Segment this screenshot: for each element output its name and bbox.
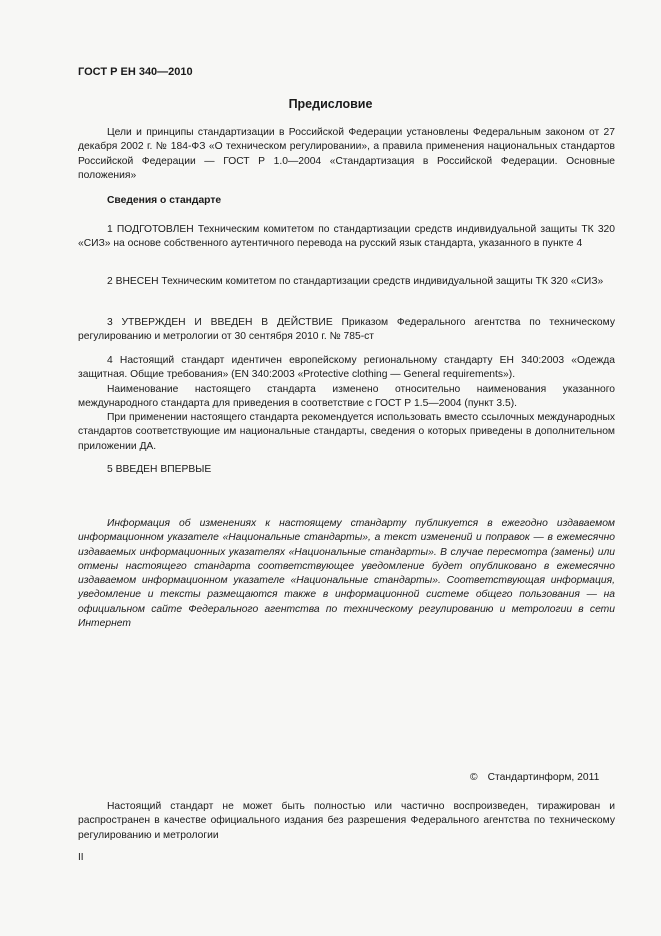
copyright-text: Стандартинформ, 2011 [487, 772, 600, 783]
section-subheading: Сведения о стандарте [107, 195, 222, 206]
copyright-icon: © [470, 772, 478, 783]
item-4 [78, 354, 615, 454]
page-number: II [78, 852, 84, 863]
item-1-text: 1 ПОДГОТОВЛЕН Техническим комитетом по стандартизации средств индивидуальной защиты ТК 320 «СИЗ» на основе собственного аутентичного перевода на русский язык стандарта, указанного в пункте 4 [78, 224, 615, 250]
document-code: ГОСТ Р ЕН 340—2010 [78, 66, 193, 78]
copyright-line [470, 772, 599, 783]
item-2-text: 2 ВНЕСЕН Техническим комитетом по стандартизации средств индивидуальной защиты ТК 320 «СИЗ» [107, 276, 604, 287]
changes-notice [78, 517, 615, 631]
item-3 [78, 316, 615, 345]
footer-notice [78, 800, 615, 843]
item-4-paragraph-2: Наименование настоящего стандарта изменено относительно наименования указанного международного стандарта для приведения в соответствие с ГОСТ Р 1.5—2004 (пункт 3.5). [78, 383, 615, 409]
intro-paragraph: Цели и принципы стандартизации в Российской Федерации установлены Федеральным законом от 27 декабря 2002 г. № 184-ФЗ «О техническом регулировании», а правила применения национальных стандартов Российской Федерации — ГОСТ Р 1.0—2004 «Стандартизация в Российской Федерации. Основные положения» [78, 127, 615, 181]
footer-notice-text: Настоящий стандарт не может быть полностью или частично воспроизведен, тиражирован и распространен в качестве официального издания без разрешения Федерального агентства по техническому регулированию и метрологии [78, 801, 615, 841]
changes-notice-text: Информация об изменениях к настоящему стандарту публикуется в ежегодно издаваемом информационном указателе «Национальные стандарты», а текст изменений и поправок — в ежемесячно издаваемых информационных указателях «Национальные стандарты». В случае пересмотра (замены) или отмены настоящего стандарта соответствующее уведомление будет опубликовано в ежемесячно издаваемом информационном указателе «Национальные стандарты». Соответствующая информация, уведомление и тексты размещаются также в информационной системе общего пользования — на официальном сайте Федерального агентства по техническому регулированию и метрологии в сети Интернет [78, 518, 615, 630]
item-5 [78, 463, 615, 477]
item-4-paragraph-1: 4 Настоящий стандарт идентичен европейскому региональному стандарту ЕН 340:2003 «Одежда защитная. Общие требования» (EN 340:2003 «Protective clothing — General requirements»). [78, 355, 615, 381]
intro-section [78, 126, 615, 183]
item-5-text: 5 ВВЕДЕН ВПЕРВЫЕ [107, 464, 212, 475]
item-3-text: 3 УТВЕРЖДЕН И ВВЕДЕН В ДЕЙСТВИЕ Приказом Федерального агентства по техническому регулированию и метрологии от 30 сентября 2010 г. № 785-ст [78, 317, 615, 343]
page-title: Предисловие [288, 97, 373, 111]
item-1 [78, 223, 615, 252]
item-4-paragraph-3: При применении настоящего стандарта рекомендуется использовать вместо ссылочных международных стандартов соответствующие им национальные стандарты, сведения о которых приведены в дополнительном приложении ДА. [78, 412, 615, 452]
item-2 [78, 275, 615, 289]
